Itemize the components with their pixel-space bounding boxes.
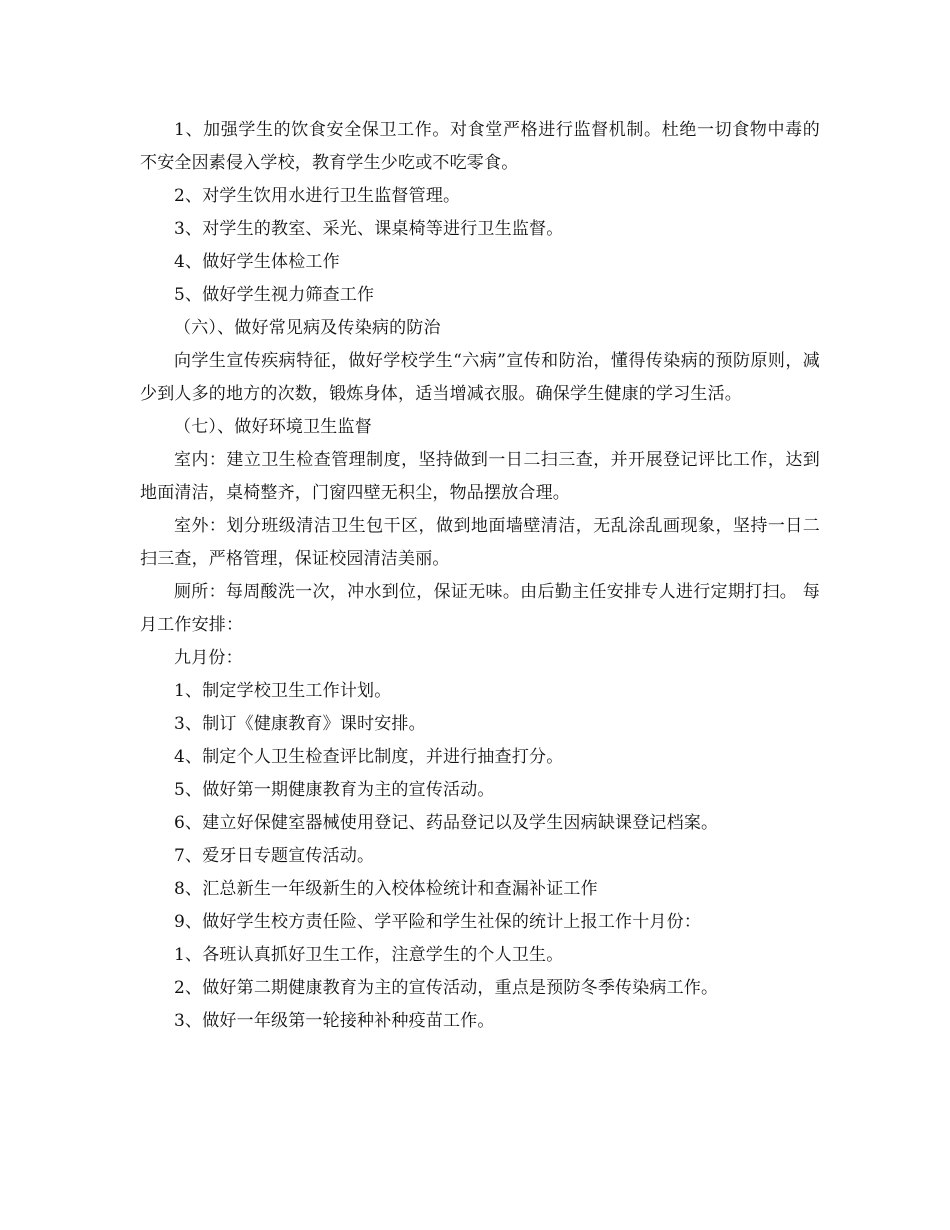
- section-heading: （六）、做好常见病及传染病的防治: [174, 318, 441, 338]
- paragraph: 2、对学生饮用水进行卫生监督管理。: [174, 186, 461, 206]
- paragraph: 室内：建立卫生检查管理制度，坚持做到一日二扫三查，并开展登记评比工作，达到地面清洁，桌椅整齐，门窗四壁无积尘，物品摆放合理。: [140, 450, 820, 503]
- list-item: 3、制订《健康教育》课时安排。: [174, 714, 426, 734]
- list-item: 1、制定学校卫生工作计划。: [174, 681, 392, 701]
- paragraph: 1、加强学生的饮食安全保卫工作。对食堂严格进行监督机制。杜绝一切食物中毒的不安全因素侵入学校，教育学生少吃或不吃零食。: [140, 120, 820, 173]
- list-item: 9、做好学生校方责任险、学平险和学生社保的统计上报工作十月份：: [174, 912, 702, 932]
- list-item: 4、制定个人卫生检查评比制度，并进行抽查打分。: [174, 747, 564, 767]
- paragraph: 3、对学生的教室、采光、课桌椅等进行卫生监督。: [174, 219, 564, 239]
- list-item: 1、各班认真抓好卫生工作，注意学生的个人卫生。: [174, 945, 564, 965]
- paragraph: 5、做好学生视力筛查工作: [174, 285, 375, 305]
- paragraph: 向学生宣传疾病特征，做好学校学生“六病”宣传和防治，懂得传染病的预防原则，减少到人多的地方的次数，锻炼身体，适当增减衣服。确保学生健康的学习生活。: [140, 351, 820, 404]
- list-item: 7、爱牙日专题宣传活动。: [174, 846, 375, 866]
- section-heading: （七）、做好环境卫生监督: [174, 417, 372, 437]
- document-body: [140, 114, 820, 1038]
- paragraph: 厕所：每周酸洗一次，冲水到位，保证无味。由后勤主任安排专人进行定期打扫。 每月工作安排：: [140, 582, 820, 635]
- paragraph: 4、做好学生体检工作: [174, 252, 340, 272]
- list-item: 6、建立好保健室器械使用登记、药品登记以及学生因病缺课登记档案。: [174, 813, 719, 833]
- list-item: 8、汇总新生一年级新生的入校体检统计和查漏补证工作: [174, 879, 598, 899]
- list-item: 3、做好一年级第一轮接种补种疫苗工作。: [174, 1011, 495, 1031]
- month-heading: 九月份：: [174, 648, 243, 668]
- list-item: 5、做好第一期健康教育为主的宣传活动。: [174, 780, 495, 800]
- paragraph: 室外：划分班级清洁卫生包干区，做到地面墙壁清洁，无乱涂乱画现象，坚持一日二扫三查，严格管理，保证校园清洁美丽。: [140, 516, 820, 569]
- list-item: 2、做好第二期健康教育为主的宣传活动，重点是预防冬季传染病工作。: [174, 978, 719, 998]
